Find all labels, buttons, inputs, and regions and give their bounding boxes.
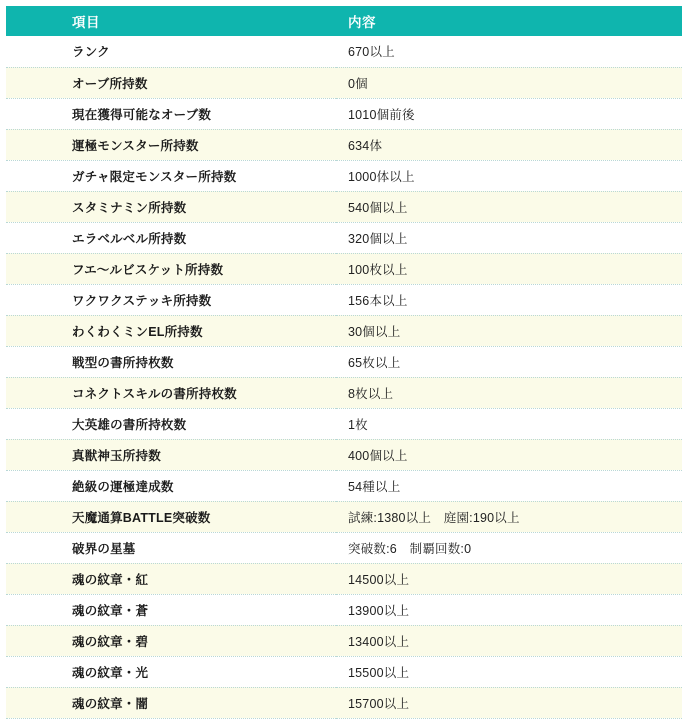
row-value-text: 54種以上: [348, 479, 401, 494]
row-item-label: エラベルベル所持数: [6, 222, 336, 253]
table-row: [6, 284, 682, 315]
row-value-text: 13900以上: [348, 603, 410, 618]
row-item-label: ランク: [6, 36, 336, 67]
table-row: [6, 315, 682, 346]
row-item-label: 運極モンスター所持数: [6, 129, 336, 160]
row-value-text: 156本以上: [348, 293, 408, 308]
row-item-label: ワクワクステッキ所持数: [6, 284, 336, 315]
row-item-label: 絶級の運極達成数: [6, 470, 336, 501]
table-row: [6, 563, 682, 594]
row-value-text: 670以上: [348, 45, 395, 60]
column-header-value: 内容: [336, 6, 682, 36]
row-item-value: [336, 160, 682, 191]
column-header-item: 項目: [6, 6, 336, 36]
table-row: [6, 625, 682, 656]
row-value-text: 15500以上: [348, 665, 410, 680]
row-value-text: 0個: [348, 76, 368, 91]
table-row: [6, 408, 682, 439]
row-item-label: スタミナミン所持数: [6, 191, 336, 222]
row-value-text: 400個以上: [348, 448, 408, 463]
table-row: [6, 36, 682, 67]
row-item-value: [336, 687, 682, 718]
row-item-value: [336, 191, 682, 222]
table-row: [6, 346, 682, 377]
spec-table: [6, 6, 682, 719]
row-item-value: [336, 656, 682, 687]
row-item-value: [336, 501, 682, 532]
row-item-label: 破界の星墓: [6, 532, 336, 563]
row-item-label: コネクトスキルの書所持枚数: [6, 377, 336, 408]
table-row: [6, 687, 682, 718]
row-value-text: 30個以上: [348, 324, 401, 339]
table-body: [6, 36, 682, 718]
table-row: [6, 594, 682, 625]
row-item-value: [336, 98, 682, 129]
table-row: [6, 98, 682, 129]
row-value-text: 320個以上: [348, 231, 408, 246]
row-value-text: 1010個前後: [348, 107, 415, 122]
row-item-label: 大英雄の書所持枚数: [6, 408, 336, 439]
row-value-text: 1000体以上: [348, 169, 415, 184]
table-row: [6, 222, 682, 253]
table-row: [6, 253, 682, 284]
table-row: [6, 377, 682, 408]
row-item-label: ガチャ限定モンスター所持数: [6, 160, 336, 191]
row-item-label: 天魔通算BATTLE突破数: [6, 501, 336, 532]
row-value-text: 14500以上: [348, 572, 410, 587]
row-item-value: [336, 594, 682, 625]
row-item-label: 魂の紋章・光: [6, 656, 336, 687]
table-header-row: [6, 6, 682, 36]
row-item-label: 魂の紋章・紅: [6, 563, 336, 594]
row-item-label: 魂の紋章・碧: [6, 625, 336, 656]
row-value-text: 540個以上: [348, 200, 408, 215]
table-row: [6, 67, 682, 98]
row-item-label: 魂の紋章・闇: [6, 687, 336, 718]
row-value-text: 100枚以上: [348, 262, 408, 277]
table-row: [6, 439, 682, 470]
table-header: [6, 6, 682, 36]
row-item-label: 戦型の書所持枚数: [6, 346, 336, 377]
row-item-value: [336, 532, 682, 563]
row-value-text: 13400以上: [348, 634, 410, 649]
row-item-value: [336, 439, 682, 470]
row-item-value: [336, 36, 682, 67]
row-item-label: 魂の紋章・蒼: [6, 594, 336, 625]
row-item-value: [336, 315, 682, 346]
row-item-label: 現在獲得可能なオーブ数: [6, 98, 336, 129]
row-item-label: 真獣神玉所持数: [6, 439, 336, 470]
table-row: [6, 191, 682, 222]
table-row: [6, 470, 682, 501]
row-item-value: [336, 129, 682, 160]
row-value-text: 試練:1380以上 庭園:190以上: [348, 510, 520, 525]
row-item-value: [336, 253, 682, 284]
row-item-label: わくわくミンEL所持数: [6, 315, 336, 346]
row-item-value: [336, 377, 682, 408]
row-value-text: 634体: [348, 138, 383, 153]
table-row: [6, 532, 682, 563]
table-row: [6, 656, 682, 687]
row-value-text: 15700以上: [348, 696, 410, 711]
table-row: [6, 160, 682, 191]
row-item-value: [336, 284, 682, 315]
row-item-value: [336, 67, 682, 98]
row-item-value: [336, 470, 682, 501]
row-item-value: [336, 408, 682, 439]
row-value-text: 65枚以上: [348, 355, 401, 370]
row-item-value: [336, 346, 682, 377]
row-value-text: 1枚: [348, 417, 368, 432]
row-item-value: [336, 625, 682, 656]
row-item-label: オーブ所持数: [6, 67, 336, 98]
row-item-value: [336, 222, 682, 253]
row-item-value: [336, 563, 682, 594]
row-value-text: 8枚以上: [348, 386, 394, 401]
row-item-label: フエ〜ルビスケット所持数: [6, 253, 336, 284]
row-value-text: 突破数:6 制覇回数:0: [348, 541, 472, 556]
table-row: [6, 129, 682, 160]
table-row: [6, 501, 682, 532]
